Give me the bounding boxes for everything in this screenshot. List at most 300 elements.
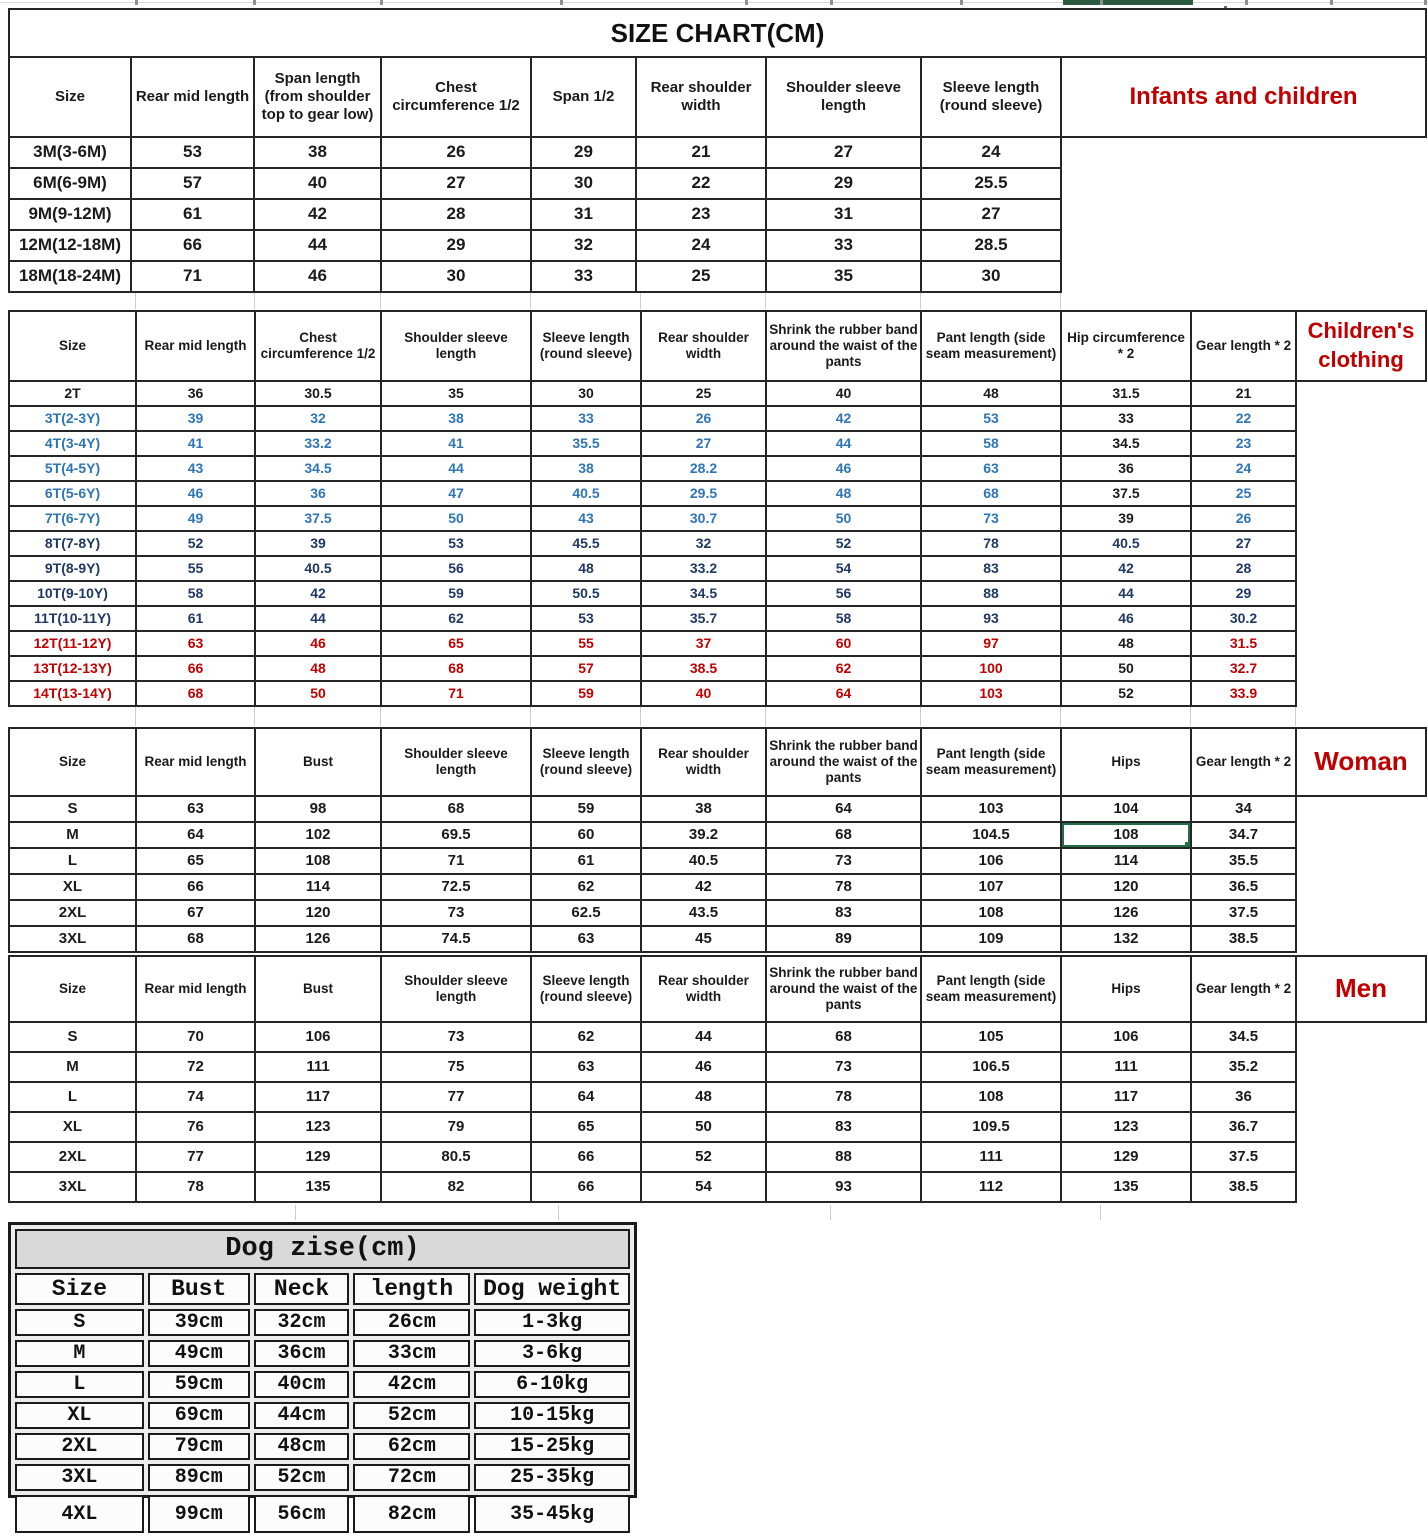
column-tick <box>560 0 563 5</box>
value-cell: 46 <box>254 261 381 292</box>
value-cell: 38 <box>531 456 641 481</box>
value-cell: 41 <box>381 431 531 456</box>
value-cell: 43 <box>136 456 255 481</box>
value-cell: 44 <box>254 230 381 261</box>
table-row <box>15 1340 630 1367</box>
value-cell: 26 <box>641 406 766 431</box>
value-cell: 42 <box>766 406 921 431</box>
value-cell: 108 <box>921 1082 1061 1112</box>
size-cell: 2XL <box>9 900 136 926</box>
value-cell: 50.5 <box>531 581 641 606</box>
value-cell: 102 <box>255 822 381 848</box>
value-cell: 34.5 <box>1191 1022 1296 1052</box>
col-header: Rear shoulder width <box>636 57 766 137</box>
value-cell: 97 <box>921 631 1061 656</box>
value-cell: 109 <box>921 926 1061 952</box>
value-cell: 48 <box>255 656 381 681</box>
value-cell: 38.5 <box>641 656 766 681</box>
table-row <box>15 1402 630 1429</box>
value-cell: 22 <box>636 168 766 199</box>
value-cell: 30 <box>921 261 1061 292</box>
value-cell: 36 <box>136 381 255 406</box>
value-cell: 63 <box>531 1052 641 1082</box>
table-row <box>9 531 1426 556</box>
value-cell: 53 <box>381 531 531 556</box>
value-cell: 26 <box>1191 506 1296 531</box>
value-cell: 68 <box>381 656 531 681</box>
col-header: Bust <box>255 956 381 1022</box>
value-cell: 46 <box>136 481 255 506</box>
value-cell: 73 <box>381 900 531 926</box>
value-cell: 58 <box>766 606 921 631</box>
value-cell: 77 <box>381 1082 531 1112</box>
value-cell: 32 <box>531 230 636 261</box>
selection-handle <box>1185 842 1190 847</box>
value-cell: 66 <box>531 1172 641 1202</box>
size-cell: L <box>9 848 136 874</box>
value-cell: 44 <box>641 1022 766 1052</box>
value-cell: 78 <box>766 874 921 900</box>
value-cell: 57 <box>131 168 254 199</box>
dog-table <box>11 1225 634 1537</box>
value-cell: 68 <box>766 1022 921 1052</box>
value-cell: 28.2 <box>641 456 766 481</box>
value-cell: 35-45kg <box>474 1495 630 1533</box>
size-cell: 4T(3-4Y) <box>9 431 136 456</box>
value-cell: 43 <box>531 506 641 531</box>
value-cell: 62 <box>766 656 921 681</box>
size-cell: S <box>9 1022 136 1052</box>
col-header: Gear length * 2 <box>1191 956 1296 1022</box>
table-row <box>9 848 1426 874</box>
value-cell: 70 <box>136 1022 255 1052</box>
value-cell: 45.5 <box>531 531 641 556</box>
value-cell: 39 <box>255 531 381 556</box>
size-cell: 2T <box>9 381 136 406</box>
table-row <box>9 900 1426 926</box>
children-section-label: Children's clothing <box>1296 311 1426 381</box>
value-cell: 40cm <box>254 1371 350 1398</box>
value-cell: 52cm <box>353 1402 470 1429</box>
value-cell: 72.5 <box>381 874 531 900</box>
value-cell: 30 <box>531 168 636 199</box>
size-cell: L <box>15 1371 144 1398</box>
value-cell: 31.5 <box>1191 631 1296 656</box>
size-cell: 4XL <box>15 1495 144 1533</box>
grid-stub <box>135 293 136 309</box>
value-cell: 120 <box>255 900 381 926</box>
value-cell: 93 <box>766 1172 921 1202</box>
value-cell: 106 <box>921 848 1061 874</box>
value-cell: 34.5 <box>1061 431 1191 456</box>
value-cell: 35.5 <box>531 431 641 456</box>
value-cell: 73 <box>921 506 1061 531</box>
value-cell: 62 <box>381 606 531 631</box>
value-cell: 78 <box>921 531 1061 556</box>
col-header: Shrink the rubber band around the waist of the pants <box>766 311 921 381</box>
value-cell: 78 <box>136 1172 255 1202</box>
value-cell: 6-10kg <box>474 1371 630 1398</box>
value-cell: 27 <box>641 431 766 456</box>
value-cell: 52cm <box>254 1464 350 1491</box>
men-size-table <box>8 955 1427 1203</box>
value-cell: 39.2 <box>641 822 766 848</box>
size-cell: 12T(11-12Y) <box>9 631 136 656</box>
value-cell: 106.5 <box>921 1052 1061 1082</box>
grid-stub <box>830 1205 831 1220</box>
grid-stub <box>1060 707 1061 726</box>
grid-stub <box>380 707 381 726</box>
sheet-gridline <box>0 2 1428 3</box>
column-tick <box>135 0 138 5</box>
value-cell: 49cm <box>148 1340 250 1367</box>
value-cell: 64 <box>766 681 921 706</box>
value-cell: 27 <box>921 199 1061 230</box>
value-cell: 108 <box>1061 822 1191 848</box>
col-header: Sleeve length (round sleeve) <box>531 728 641 796</box>
value-cell: 56 <box>766 581 921 606</box>
value-cell: 48 <box>766 481 921 506</box>
size-chart-title: SIZE CHART(CM) <box>9 9 1426 57</box>
column-tick <box>1424 0 1427 5</box>
grid-stub <box>295 1205 296 1220</box>
value-cell: 21 <box>636 137 766 168</box>
value-cell: 56cm <box>254 1495 350 1533</box>
value-cell: 40 <box>641 681 766 706</box>
value-cell: 71 <box>381 681 531 706</box>
value-cell: 22 <box>1191 406 1296 431</box>
value-cell: 31 <box>531 199 636 230</box>
col-header: Dog weight <box>474 1273 630 1305</box>
value-cell: 15-25kg <box>474 1433 630 1460</box>
value-cell: 27 <box>381 168 531 199</box>
value-cell: 52 <box>1061 681 1191 706</box>
size-cell: 14T(13-14Y) <box>9 681 136 706</box>
col-header: Shrink the rubber band around the waist of the pants <box>766 728 921 796</box>
table-row <box>15 1495 630 1533</box>
value-cell: 42 <box>1061 556 1191 581</box>
value-cell: 46 <box>641 1052 766 1082</box>
value-cell: 83 <box>921 556 1061 581</box>
value-cell: 64 <box>766 796 921 822</box>
value-cell: 71 <box>131 261 254 292</box>
table-row <box>9 681 1426 706</box>
value-cell: 61 <box>136 606 255 631</box>
table-row <box>9 506 1426 531</box>
value-cell: 32cm <box>254 1309 350 1336</box>
grid-stub <box>765 293 766 309</box>
value-cell: 126 <box>1061 900 1191 926</box>
value-cell: 103 <box>921 681 1061 706</box>
value-cell: 114 <box>255 874 381 900</box>
value-cell: 40.5 <box>641 848 766 874</box>
value-cell: 57 <box>531 656 641 681</box>
value-cell: 73 <box>766 1052 921 1082</box>
value-cell: 69cm <box>148 1402 250 1429</box>
value-cell: 30 <box>381 261 531 292</box>
value-cell: 123 <box>1061 1112 1191 1142</box>
size-cell: 2XL <box>15 1433 144 1460</box>
value-cell: 47 <box>381 481 531 506</box>
value-cell: 98 <box>255 796 381 822</box>
value-cell: 33 <box>766 230 921 261</box>
table-row <box>9 137 1426 168</box>
table-row <box>9 926 1426 952</box>
column-tick <box>830 0 833 5</box>
value-cell: 65 <box>136 848 255 874</box>
value-cell: 25 <box>1191 481 1296 506</box>
value-cell: 33 <box>531 261 636 292</box>
value-cell: 33cm <box>353 1340 470 1367</box>
value-cell: 48 <box>531 556 641 581</box>
value-cell: 40 <box>766 381 921 406</box>
value-cell: 36 <box>255 481 381 506</box>
value-cell: 64 <box>531 1082 641 1112</box>
value-cell: 42cm <box>353 1371 470 1398</box>
value-cell: 35 <box>766 261 921 292</box>
value-cell: 30.5 <box>255 381 381 406</box>
value-cell: 37.5 <box>1191 1142 1296 1172</box>
value-cell: 73 <box>381 1022 531 1052</box>
value-cell: 50 <box>255 681 381 706</box>
value-cell: 25 <box>636 261 766 292</box>
value-cell: 111 <box>921 1142 1061 1172</box>
size-cell: L <box>9 1082 136 1112</box>
col-header: Pant length (side seam measurement) <box>921 728 1061 796</box>
grid-stub <box>530 707 531 726</box>
size-cell: XL <box>15 1402 144 1429</box>
value-cell: 46 <box>766 456 921 481</box>
value-cell: 38 <box>641 796 766 822</box>
size-cell: 11T(10-11Y) <box>9 606 136 631</box>
value-cell: 79 <box>381 1112 531 1142</box>
size-cell: 7T(6-7Y) <box>9 506 136 531</box>
col-header: Bust <box>148 1273 250 1305</box>
value-cell: 37.5 <box>255 506 381 531</box>
value-cell: 59 <box>531 681 641 706</box>
size-cell: M <box>9 1052 136 1082</box>
size-cell: S <box>15 1309 144 1336</box>
column-tick <box>1330 0 1333 5</box>
value-cell: 21 <box>1191 381 1296 406</box>
value-cell: 82cm <box>353 1495 470 1533</box>
value-cell: 54 <box>641 1172 766 1202</box>
value-cell: 59 <box>531 796 641 822</box>
column-tick <box>1245 0 1248 5</box>
value-cell: 39 <box>1061 506 1191 531</box>
col-header: Sleeve length (round sleeve) <box>921 57 1061 137</box>
grid-stub <box>254 293 255 309</box>
column-tick <box>1100 0 1103 5</box>
value-cell: 33.2 <box>255 431 381 456</box>
value-cell: 88 <box>766 1142 921 1172</box>
table-row <box>9 199 1426 230</box>
value-cell: 50 <box>641 1112 766 1142</box>
col-header: Sleeve length (round sleeve) <box>531 311 641 381</box>
value-cell: 107 <box>921 874 1061 900</box>
value-cell: 42 <box>254 199 381 230</box>
col-header: Bust <box>255 728 381 796</box>
value-cell: 66 <box>136 656 255 681</box>
value-cell: 1-3kg <box>474 1309 630 1336</box>
table-row <box>9 261 1426 292</box>
col-header: length <box>353 1273 470 1305</box>
col-header: Rear shoulder width <box>641 311 766 381</box>
value-cell: 10-15kg <box>474 1402 630 1429</box>
grid-stub <box>640 707 641 726</box>
value-cell: 37.5 <box>1061 481 1191 506</box>
value-cell: 31.5 <box>1061 381 1191 406</box>
col-header: Size <box>15 1273 144 1305</box>
value-cell: 50 <box>766 506 921 531</box>
value-cell: 63 <box>531 926 641 952</box>
value-cell: 67 <box>136 900 255 926</box>
value-cell: 111 <box>1061 1052 1191 1082</box>
green-selection-bar <box>1063 0 1193 5</box>
value-cell: 32 <box>255 406 381 431</box>
value-cell: 108 <box>255 848 381 874</box>
value-cell: 117 <box>1061 1082 1191 1112</box>
value-cell: 40.5 <box>1061 531 1191 556</box>
value-cell: 29 <box>766 168 921 199</box>
value-cell: 75 <box>381 1052 531 1082</box>
value-cell: 38 <box>381 406 531 431</box>
value-cell: 59cm <box>148 1371 250 1398</box>
size-cell: 12M(12-18M) <box>9 230 131 261</box>
value-cell: 99cm <box>148 1495 250 1533</box>
grid-stub <box>1295 707 1296 726</box>
size-cell: M <box>15 1340 144 1367</box>
size-cell: 9T(8-9Y) <box>9 556 136 581</box>
value-cell: 117 <box>255 1082 381 1112</box>
size-cell: M <box>9 822 136 848</box>
value-cell: 27 <box>766 137 921 168</box>
size-cell: 13T(12-13Y) <box>9 656 136 681</box>
grid-stub <box>380 293 381 309</box>
value-cell: 63 <box>136 631 255 656</box>
value-cell: 49 <box>136 506 255 531</box>
value-cell: 34.5 <box>641 581 766 606</box>
table-row <box>9 1052 1426 1082</box>
value-cell: 52 <box>641 1142 766 1172</box>
size-cell: 8T(7-8Y) <box>9 531 136 556</box>
value-cell: 44 <box>1061 581 1191 606</box>
size-cell: 3XL <box>9 926 136 952</box>
column-tick <box>380 0 383 5</box>
value-cell: 35 <box>381 381 531 406</box>
col-header: Shoulder sleeve length <box>381 728 531 796</box>
table-row <box>9 606 1426 631</box>
value-cell: 59 <box>381 581 531 606</box>
value-cell: 61 <box>531 848 641 874</box>
value-cell: 32 <box>641 531 766 556</box>
value-cell: 24 <box>921 137 1061 168</box>
grid-stub <box>558 1205 559 1220</box>
size-cell: 10T(9-10Y) <box>9 581 136 606</box>
value-cell: 105 <box>921 1022 1061 1052</box>
value-cell: 52 <box>136 531 255 556</box>
value-cell: 68 <box>381 796 531 822</box>
grid-stub <box>1060 293 1061 309</box>
value-cell: 26cm <box>353 1309 470 1336</box>
col-header: Rear mid length <box>131 57 254 137</box>
col-header: Chest circumference 1/2 <box>381 57 531 137</box>
size-cell: 5T(4-5Y) <box>9 456 136 481</box>
value-cell: 29.5 <box>641 481 766 506</box>
table-row <box>9 556 1426 581</box>
grid-stub <box>254 707 255 726</box>
col-header: Hips <box>1061 956 1191 1022</box>
value-cell: 42 <box>255 581 381 606</box>
value-cell: 34.7 <box>1191 822 1296 848</box>
size-cell: 18M(18-24M) <box>9 261 131 292</box>
value-cell: 129 <box>255 1142 381 1172</box>
column-tick <box>745 0 748 5</box>
col-header: Pant length (side seam measurement) <box>921 311 1061 381</box>
size-cell: S <box>9 796 136 822</box>
value-cell: 135 <box>255 1172 381 1202</box>
col-header: Hips <box>1061 728 1191 796</box>
size-cell: 3XL <box>9 1172 136 1202</box>
table-row <box>9 431 1426 456</box>
value-cell: 65 <box>531 1112 641 1142</box>
value-cell: 48 <box>1061 631 1191 656</box>
col-header: Shoulder sleeve length <box>766 57 921 137</box>
value-cell: 48cm <box>254 1433 350 1460</box>
value-cell: 24 <box>636 230 766 261</box>
value-cell: 56 <box>381 556 531 581</box>
value-cell: 36 <box>1061 456 1191 481</box>
size-cell: 6M(6-9M) <box>9 168 131 199</box>
table-row <box>9 230 1426 261</box>
value-cell: 29 <box>531 137 636 168</box>
value-cell: 34 <box>1191 796 1296 822</box>
col-header: Rear mid length <box>136 311 255 381</box>
value-cell: 108 <box>921 900 1061 926</box>
table-row <box>9 656 1426 681</box>
infants-size-table <box>8 8 1427 293</box>
value-cell: 103 <box>921 796 1061 822</box>
table-row <box>9 1112 1426 1142</box>
grid-stub <box>765 707 766 726</box>
value-cell: 30.2 <box>1191 606 1296 631</box>
value-cell: 53 <box>531 606 641 631</box>
value-cell: 64 <box>136 822 255 848</box>
col-header: Size <box>9 956 136 1022</box>
woman-size-table <box>8 727 1427 953</box>
value-cell: 74.5 <box>381 926 531 952</box>
table-row <box>9 406 1426 431</box>
table-row <box>9 381 1426 406</box>
value-cell: 40.5 <box>255 556 381 581</box>
table-row <box>15 1464 630 1491</box>
value-cell: 132 <box>1061 926 1191 952</box>
value-cell: 60 <box>531 822 641 848</box>
value-cell: 55 <box>136 556 255 581</box>
value-cell: 42 <box>641 874 766 900</box>
value-cell: 38.5 <box>1191 1172 1296 1202</box>
table-row <box>9 874 1426 900</box>
value-cell: 100 <box>921 656 1061 681</box>
value-cell: 106 <box>255 1022 381 1052</box>
value-cell: 33 <box>531 406 641 431</box>
value-cell: 25 <box>641 381 766 406</box>
table-row <box>9 1022 1426 1052</box>
value-cell: 62cm <box>353 1433 470 1460</box>
col-header: Size <box>9 57 131 137</box>
value-cell: 37.5 <box>1191 900 1296 926</box>
grid-stub <box>530 293 531 309</box>
